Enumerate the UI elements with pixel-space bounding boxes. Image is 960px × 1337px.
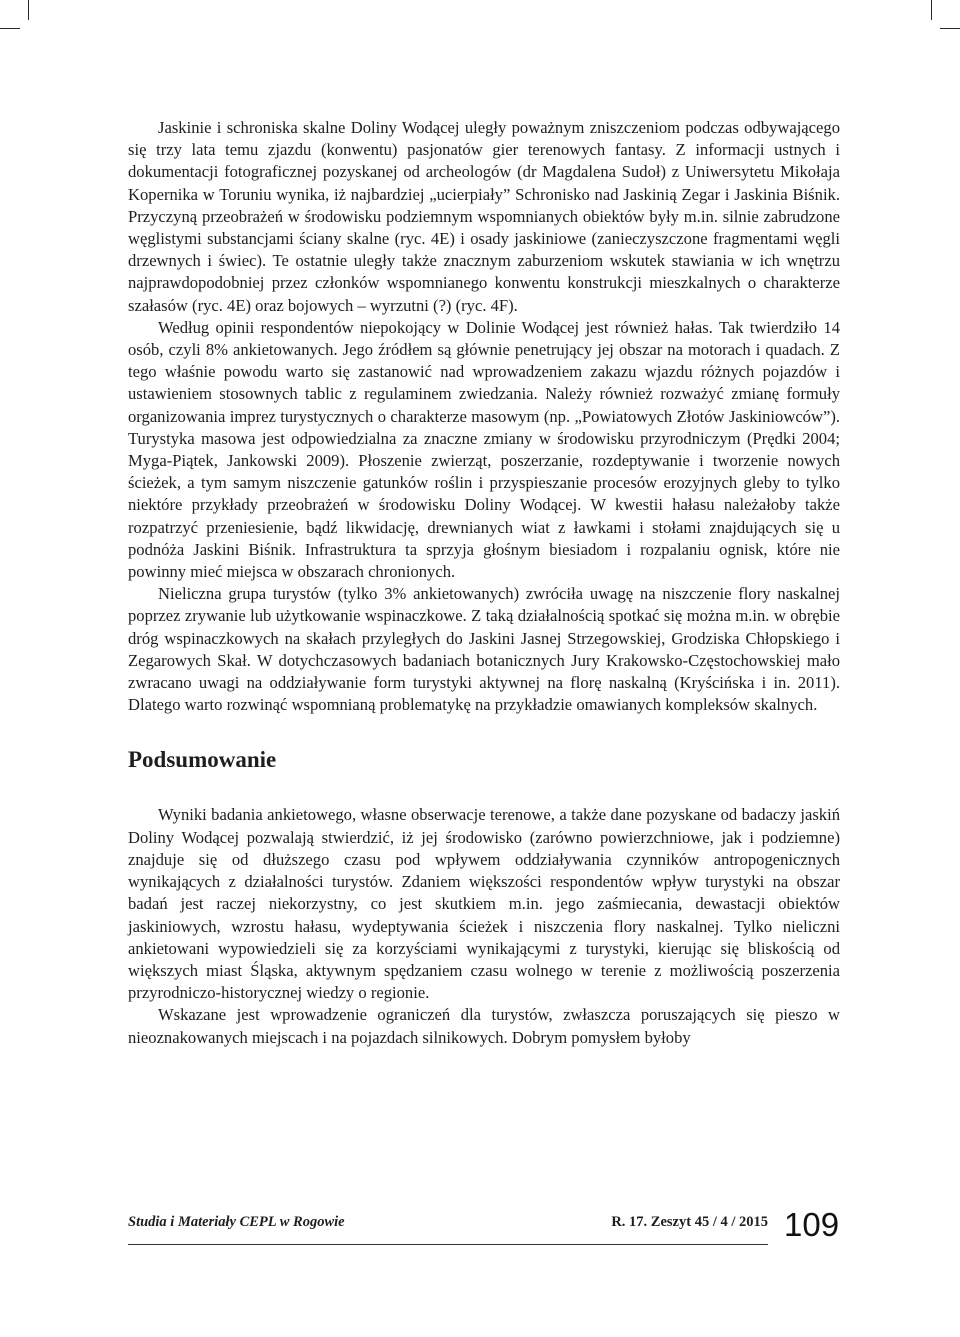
journal-title: Studia i Materiały CEPL w Rogowie [128, 1214, 345, 1230]
paragraph-3: Nieliczna grupa turystów (tylko 3% ankietowanych) zwróciła uwagę na niszczenie flory naskalnej poprzez zrywanie lub użytkowanie wspinaczkowe. Z taką działalnością spotkać się można m.in. w obrębie dróg wspinaczkowych na skałach przyległych do Jaskini Jasnej Strzegowskiej, Grodziska Chłopskiego i Zegarowych Skał. W dotychczasowych badaniach botanicznych Jury Krakowsko-Częstochowskiej mało zwracano uwagi na oddziaływanie form turystyki aktywnej na florę naskalną (Kryścińska i in. 2011). Dlatego warto rozwinąć wspomnianą problematykę na przykładzie omawianych kompleksów skalnych. [128, 584, 840, 715]
summary-paragraph-1: Wyniki badania ankietowego, własne obserwacje terenowe, a także dane pozyskane od badaczy jaskiń Doliny Wodącej pozwalają stwierdzić, iż jej środowisko (zarówno powierzchniowe, jak i podziemne) znajduje się od dłuższego czasu pod wpływem oddziaływania czynników antropogenicznych wynikających z działalności turystów. Zdaniem większości respondentów wpływ turystyki na obszar badań jest raczej niekorzystny, co jest skutkiem m.in. jego zaśmiecania, dewastacji obiektów jaskiniowych, wzrostu hałasu, wydeptywania ścieżek i niszczenia flory naskalnej. Tylko nieliczni ankietowani wypowiedzieli się za korzyściami wynikającymi z turystyki, kierując się bliskością od większych miast Śląska, aktywnym spędzaniem czasu wolnego w terenie z możliwością poszerzenia przyrodniczo-historycznej wiedzy o regionie. [128, 805, 840, 1003]
crop-mark-top-right-h [940, 28, 960, 29]
summary-paragraph-2: Wskazane jest wprowadzenie ograniczeń dla turystów, zwłaszcza poruszających się pieszo w nieoznakowanych miejscach i na pojazdach silnikowych. Dobrym pomysłem byłoby [128, 1005, 840, 1047]
issue-info: R. 17. Zeszyt 45 / 4 / 2015 [611, 1214, 768, 1230]
crop-mark-top-right [931, 0, 932, 20]
paragraph-1: Jaskinie i schroniska skalne Doliny Wodącej uległy poważnym zniszczeniom podczas odbywającego się trzy lata temu zjazdu (konwentu) pasjonatów gier terenowych fantasy. Z informacji ustnych i dokumentacji fotograficznej pozyskanej od archeologów (dr Magdalena Sudoł) z Uniwersytetu Mikołaja Kopernika w Toruniu wynika, iż najbardziej „ucierpiały” Schronisko nad Jaskinią Zegar i Jaskinia Biśnik. Przyczyną przeobrażeń w środowisku podziemnym wspomnianych obiektów były m.in. silnie zabrudzone węglistymi substancjami ściany skalne (ryc. 4E) i osady jaskiniowe (zanieczyszczone fragmentami węgli drzewnych i świec). Te ostatnie uległy także znacznym zaburzeniom wskutek stawiania w ich wnętrzu najprawdopodobniej przez członków wspomnianego konwentu konstrukcji mieszkalnych o charakterze szałasów (ryc. 4E) oraz bojowych – wyrzutni (?) (ryc. 4F). [128, 118, 840, 315]
section-heading: Podsumowanie [128, 747, 277, 773]
crop-mark-top-left [28, 0, 29, 20]
paragraph-2: Według opinii respondentów niepokojący w Dolinie Wodącej jest również hałas. Tak twierdziło 14 osób, czyli 8% ankietowanych. Jego źródłem są głównie penetrujący jej obszar na motorach i quadach. Z tego właśnie powodu warto się zastanowić nad wprowadzeniem zakazu wjazdu różnych pojazdów i ustawieniem stosownych tablic z regulaminem zwiedzania. Należy również rozważyć zmianę formuły organizowania imprez turystycznych o charakterze masowym (np. „Powiatowych Złotów Jaskiniowców”). Turystyka masowa jest odpowiedzialna za znaczne zmiany w środowisku przyrodniczym (Prędki 2004; Myga-Piątek, Jankowski 2009). Płoszenie zwierząt, poszerzanie, rozdeptywanie i tworzenie nowych ścieżek, a tym samym niszczenie gatunków roślin i przyspieszanie procesów erozyjnych gleby to tylko niektóre przykłady przeobrażeń w środowisku Doliny Wodącej. W kwestii hałasu należałoby także rozpatrzyć przeniesienie, bądź likwidację, drewnianych wiat z ławkami i stołami znajdujących się u podnóża Jaskini Biśnik. Infrastruktura ta sprzyja głośnym biesiadom i rozpalaniu ognisk, które nie powinny mieć miejsca w obszarach chronionych. [128, 317, 840, 582]
crop-mark-top-left-h [0, 28, 20, 29]
footer-divider [128, 1244, 768, 1245]
page-number: 109 [784, 1206, 840, 1243]
page-body [128, 117, 840, 1049]
